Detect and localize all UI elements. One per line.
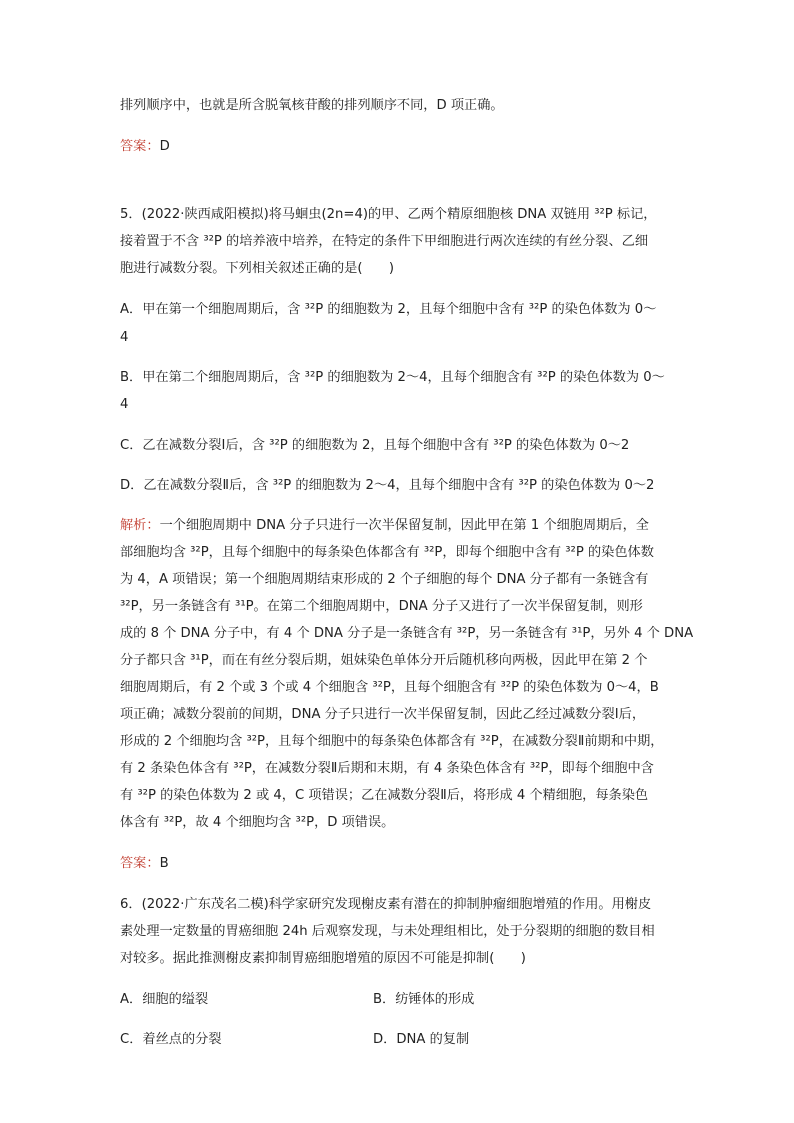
text-line xyxy=(120,949,680,969)
option-item: C．着丝点的分裂 xyxy=(120,1032,222,1047)
line-text: 胞进行减数分裂。下列相关叙述正确的是( ) xyxy=(120,261,395,276)
text-line xyxy=(120,624,694,644)
line-text: 细胞周期后，有 2 个或 3 个或 4 个细胞含 ³²P，且每个细胞含有 ³²P 的染色体数为 0～4，B xyxy=(120,680,659,695)
line-text: 有 ³²P 的染色体数为 2 或 4，C 项错误；乙在减数分裂Ⅱ后，将形成 4 个精细胞，每条染色 xyxy=(120,788,649,803)
text-line xyxy=(120,300,680,320)
answer-label: 答案： xyxy=(120,139,160,154)
text-line xyxy=(120,786,680,806)
text-line xyxy=(120,570,680,590)
line-text: 有 2 条染色体含有 ³²P，在减数分裂Ⅱ后期和末期，有 4 条染色体含有 ³²P，即每个细胞中含 xyxy=(120,761,654,776)
line-text: ³²P，另一条链含有 ³¹P。在第二个细胞周期中，DNA 分子又进行了一次半保留复制，则形 xyxy=(120,599,643,614)
line-text: 4 xyxy=(120,330,129,345)
option-item: B．纺锤体的形成 xyxy=(373,992,475,1007)
line-text: 6．(2022·广东茂名二模)科学家研究发现榭皮素有潜在的抑制肿瘤细胞增殖的作用。用榭皮 xyxy=(120,897,652,912)
line-text: 为 4，A 项错误；第一个细胞周期结束形成的 2 个子细胞的每个 DNA 分子都有一条链含有 xyxy=(120,572,649,587)
line-text: 4 xyxy=(120,397,129,412)
analysis-label: 解析： xyxy=(120,518,160,533)
answer-label: 答案： xyxy=(120,856,160,871)
text-line xyxy=(120,651,680,671)
text-line xyxy=(120,368,680,388)
text-line xyxy=(120,516,680,536)
answer-line xyxy=(120,854,680,874)
line-text: 对较多。据此推测榭皮素抑制胃癌细胞增殖的原因不可能是抑制( ) xyxy=(120,951,526,966)
answer-line xyxy=(120,137,680,157)
line-text: 形成的 2 个细胞均含 ³²P，且每个细胞中的每条染色体都含有 ³²P，在减数分裂Ⅱ前期和中期， xyxy=(120,734,664,749)
line-text: 体含有 ³²P，故 4 个细胞均含 ³²P，D 项错误。 xyxy=(120,815,395,830)
text-line xyxy=(120,395,680,415)
line-text: B．甲在第二个细胞周期后，含 ³²P 的细胞数为 2～4，且每个细胞含有 ³²P 的染色体数为 0～ xyxy=(120,370,665,385)
text-line xyxy=(120,759,680,779)
text-line xyxy=(120,813,680,833)
text-line xyxy=(120,328,680,348)
text-line xyxy=(120,678,680,698)
text-line xyxy=(120,895,680,915)
line-text: 一个细胞周期中 DNA 分子只进行一次半保留复制，因此甲在第 1 个细胞周期后，全 xyxy=(159,518,649,533)
line-text: 5．(2022·陕西咸阳模拟)将马蛔虫(2n=4)的甲、乙两个精原细胞核 DNA 双链用 ³²P 标记， xyxy=(120,207,657,222)
text-line xyxy=(120,232,680,252)
line-text: D．乙在减数分裂Ⅱ后，含 ³²P 的细胞数为 2～4，且每个细胞中含有 ³²P 的染色体数为 0～2 xyxy=(120,478,655,493)
text-line xyxy=(120,259,680,279)
line-text: 素处理一定数量的胃癌细胞 24h 后观察发现，与未处理组相比，处于分裂期的细胞的数目相 xyxy=(120,924,655,939)
line-text: 项正确；减数分裂前的间期，DNA 分子只进行一次半保留复制，因此乙经过减数分裂Ⅰ后， xyxy=(120,707,646,722)
text-line xyxy=(120,732,680,752)
option-item: A．细胞的缢裂 xyxy=(120,992,209,1007)
line-text: A．甲在第一个细胞周期后，含 ³²P 的细胞数为 2，且每个细胞中含有 ³²P 的染色体数为 0～ xyxy=(120,302,657,317)
text-line xyxy=(120,436,680,456)
text-line xyxy=(120,543,680,563)
text-line xyxy=(120,922,680,942)
line-text: 接着置于不含 ³²P 的培养液中培养，在特定的条件下甲细胞进行两次连续的有丝分裂、乙细 xyxy=(120,234,649,249)
answer-value: B xyxy=(159,856,169,871)
line-text: 部细胞均含 ³²P，且每个细胞中的每条染色体都含有 ³²P，即每个细胞中含有 ³²P 的染色体数 xyxy=(120,545,654,560)
line-text: C．乙在减数分裂Ⅰ后，含 ³²P 的细胞数为 2，且每个细胞中含有 ³²P 的染色体数为 0～2 xyxy=(120,438,630,453)
option-item: D．DNA 的复制 xyxy=(373,1032,470,1047)
line-text: 分子都只含 ³¹P，而在有丝分裂后期，姐妹染色单体分开后随机移向两极，因此甲在第 2 个 xyxy=(120,653,648,668)
line-text: 成的 8 个 DNA 分子中，有 4 个 DNA 分子是一条链含有 ³²P，另一条链含有 ³¹P，另外 4 个 DNA xyxy=(120,626,694,641)
text-line xyxy=(120,597,680,617)
text-line xyxy=(120,96,680,116)
answer-value: D xyxy=(159,139,170,154)
line-text: 排列顺序中，也就是所含脱氧核苷酸的排列顺序不同，D 项正确。 xyxy=(120,98,504,113)
text-line xyxy=(120,705,680,725)
text-line xyxy=(120,476,680,496)
text-line xyxy=(120,205,680,225)
